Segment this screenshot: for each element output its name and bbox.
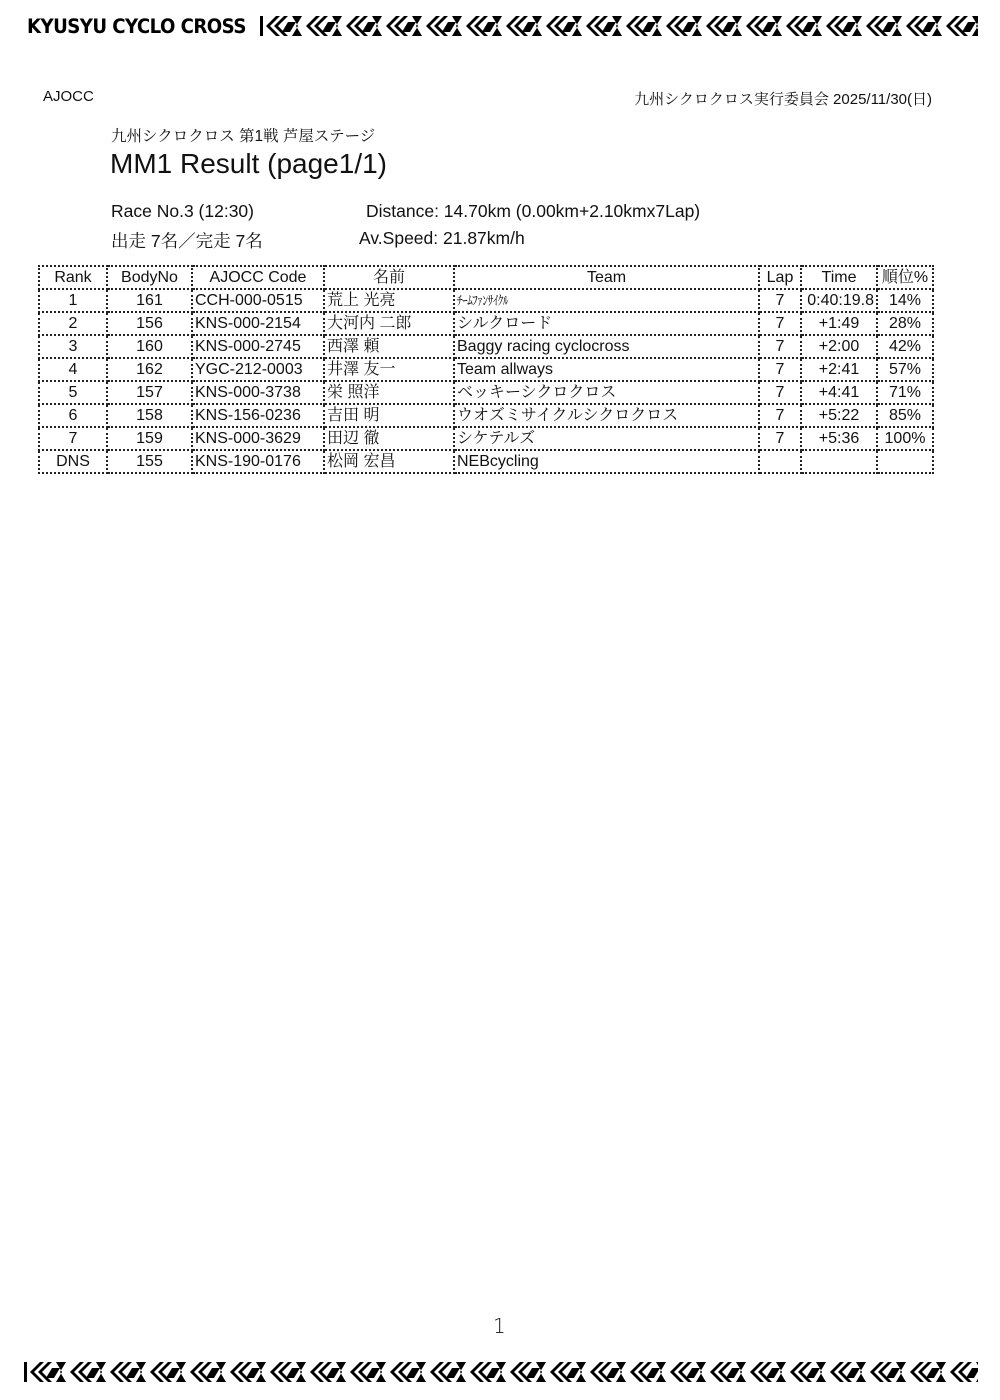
pattern-motif (906, 16, 942, 36)
pattern-motif (670, 1362, 706, 1382)
table-row (39, 381, 933, 404)
column-header-rank: Rank (39, 266, 107, 289)
cell-rank-percent: 71% (877, 381, 933, 404)
column-header-time: Time (801, 266, 877, 289)
brand-logo-text: KYUSYU CYCLO CROSS (27, 15, 246, 38)
column-header-lap: Lap (759, 266, 801, 289)
pattern-motif (70, 1362, 106, 1382)
pattern-motif (946, 16, 978, 36)
pattern-motif (830, 1362, 866, 1382)
entrant-count: 出走 7名／完走 7名 (111, 231, 263, 251)
pattern-motif (506, 16, 542, 36)
cell-team: シケテルズ (454, 427, 759, 450)
cell-rank: 4 (39, 358, 107, 381)
column-header-ajocc-code: AJOCC Code (192, 266, 324, 289)
event-name: 九州シクロクロス 第1戦 芦屋ステージ (111, 128, 376, 145)
race-distance: Distance: 14.70km (0.00km+2.10kmx7Lap) (366, 201, 701, 221)
cell-rank: 2 (39, 312, 107, 335)
cell-body-no: 155 (107, 450, 192, 473)
cell-name: 荒上 光亮 (324, 289, 454, 312)
cell-ajocc-code: KNS-000-2154 (192, 312, 324, 335)
cell-name: 田辺 徹 (324, 427, 454, 450)
pattern-motif (550, 1362, 586, 1382)
cell-time: +2:00 (801, 335, 877, 358)
page-number: 1 (493, 1314, 506, 1338)
pattern-motif (110, 1362, 146, 1382)
cell-lap: 7 (759, 404, 801, 427)
cell-rank: DNS (39, 450, 107, 473)
cell-ajocc-code: KNS-000-2745 (192, 335, 324, 358)
cell-team: ベッキーシクロクロス (454, 381, 759, 404)
pattern-motif (346, 16, 382, 36)
pattern-motif (270, 1362, 306, 1382)
cell-rank: 6 (39, 404, 107, 427)
cell-rank-percent: 14% (877, 289, 933, 312)
cell-body-no: 156 (107, 312, 192, 335)
column-header-name: 名前 (324, 266, 454, 289)
cell-rank: 7 (39, 427, 107, 450)
cell-time: 0:40:19.8 (801, 289, 877, 312)
organizer-left: AJOCC (43, 88, 94, 105)
cell-ajocc-code: CCH-000-0515 (192, 289, 324, 312)
team-name-halfwidth: ﾁｰﾑﾌｧﾝｻｲｸﾙ (457, 293, 508, 308)
pattern-motif (390, 1362, 426, 1382)
pattern-motif (30, 1362, 66, 1382)
table-header-row (39, 266, 933, 289)
cell-rank: 1 (39, 289, 107, 312)
table-row (39, 312, 933, 335)
cell-time (801, 450, 877, 473)
pattern-motif (950, 1362, 978, 1382)
cell-lap: 7 (759, 289, 801, 312)
pattern-motif (586, 16, 622, 36)
pattern-motif (266, 16, 302, 36)
results-table (38, 265, 934, 474)
pattern-motif (310, 1362, 346, 1382)
race-number: Race No.3 (12:30) (111, 201, 254, 221)
cell-name: 大河内 二郎 (324, 312, 454, 335)
table-row (39, 335, 933, 358)
pattern-motif (746, 16, 782, 36)
pattern-motif (590, 1362, 626, 1382)
table-row (39, 358, 933, 381)
cell-team: Baggy racing cyclocross (454, 335, 759, 358)
cell-rank-percent: 28% (877, 312, 933, 335)
cell-team: シルクロード (454, 312, 759, 335)
cell-lap: 7 (759, 335, 801, 358)
cell-team: ウオズミサイクルシクロクロス (454, 404, 759, 427)
decorative-pattern-bottom (24, 1362, 978, 1382)
pattern-motif (426, 16, 462, 36)
pattern-motif (870, 1362, 906, 1382)
pattern-motif (150, 1362, 186, 1382)
cell-rank: 3 (39, 335, 107, 358)
page-title: MM1 Result (page1/1) (110, 148, 388, 179)
cell-time: +4:41 (801, 381, 877, 404)
pattern-motif (710, 1362, 746, 1382)
average-speed: Av.Speed: 21.87km/h (359, 228, 525, 248)
pattern-motif (466, 16, 502, 36)
pattern-motif (826, 16, 862, 36)
pattern-bar (24, 1362, 27, 1382)
cell-team (454, 289, 759, 312)
cell-lap: 7 (759, 427, 801, 450)
pattern-motif (470, 1362, 506, 1382)
cell-time: +1:49 (801, 312, 877, 335)
pattern-motif (190, 1362, 226, 1382)
column-header-team: Team (454, 266, 759, 289)
cell-ajocc-code: KNS-000-3629 (192, 427, 324, 450)
pattern-motif (630, 1362, 666, 1382)
cell-body-no: 161 (107, 289, 192, 312)
cell-ajocc-code: KNS-000-3738 (192, 381, 324, 404)
cell-name: 栄 照洋 (324, 381, 454, 404)
cell-time: +5:36 (801, 427, 877, 450)
pattern-motif (386, 16, 422, 36)
cell-rank: 5 (39, 381, 107, 404)
cell-name: 西澤 頼 (324, 335, 454, 358)
table-row (39, 289, 933, 312)
organizer-date: 九州シクロクロス実行委員会 2025/11/30(日) (634, 91, 932, 108)
cell-rank-percent: 57% (877, 358, 933, 381)
cell-team: NEBcycling (454, 450, 759, 473)
cell-ajocc-code: YGC-212-0003 (192, 358, 324, 381)
decorative-pattern-top (260, 16, 978, 36)
cell-name: 井澤 友一 (324, 358, 454, 381)
cell-rank-percent (877, 450, 933, 473)
cell-body-no: 157 (107, 381, 192, 404)
cell-rank-percent: 85% (877, 404, 933, 427)
cell-rank-percent: 100% (877, 427, 933, 450)
pattern-motif (666, 16, 702, 36)
pattern-motif (510, 1362, 546, 1382)
pattern-motif (786, 16, 822, 36)
cell-ajocc-code: KNS-190-0176 (192, 450, 324, 473)
cell-name: 松岡 宏昌 (324, 450, 454, 473)
cell-time: +2:41 (801, 358, 877, 381)
cell-body-no: 162 (107, 358, 192, 381)
pattern-motif (350, 1362, 386, 1382)
table-row (39, 404, 933, 427)
pattern-motif (306, 16, 342, 36)
table-row (39, 427, 933, 450)
cell-rank-percent: 42% (877, 335, 933, 358)
pattern-motif (546, 16, 582, 36)
cell-body-no: 160 (107, 335, 192, 358)
pattern-motif (910, 1362, 946, 1382)
cell-lap: 7 (759, 312, 801, 335)
pattern-motif (706, 16, 742, 36)
pattern-bar (260, 16, 263, 36)
pattern-motif (230, 1362, 266, 1382)
column-header-rank-percent: 順位% (877, 266, 933, 289)
cell-name: 吉田 明 (324, 404, 454, 427)
cell-ajocc-code: KNS-156-0236 (192, 404, 324, 427)
cell-time: +5:22 (801, 404, 877, 427)
cell-lap: 7 (759, 358, 801, 381)
pattern-motif (790, 1362, 826, 1382)
cell-lap: 7 (759, 381, 801, 404)
pattern-motif (866, 16, 902, 36)
table-row (39, 450, 933, 473)
cell-body-no: 158 (107, 404, 192, 427)
pattern-motif (626, 16, 662, 36)
pattern-motif (750, 1362, 786, 1382)
cell-body-no: 159 (107, 427, 192, 450)
pattern-motif (430, 1362, 466, 1382)
cell-team: Team allways (454, 358, 759, 381)
cell-lap (759, 450, 801, 473)
column-header-body-no: BodyNo (107, 266, 192, 289)
